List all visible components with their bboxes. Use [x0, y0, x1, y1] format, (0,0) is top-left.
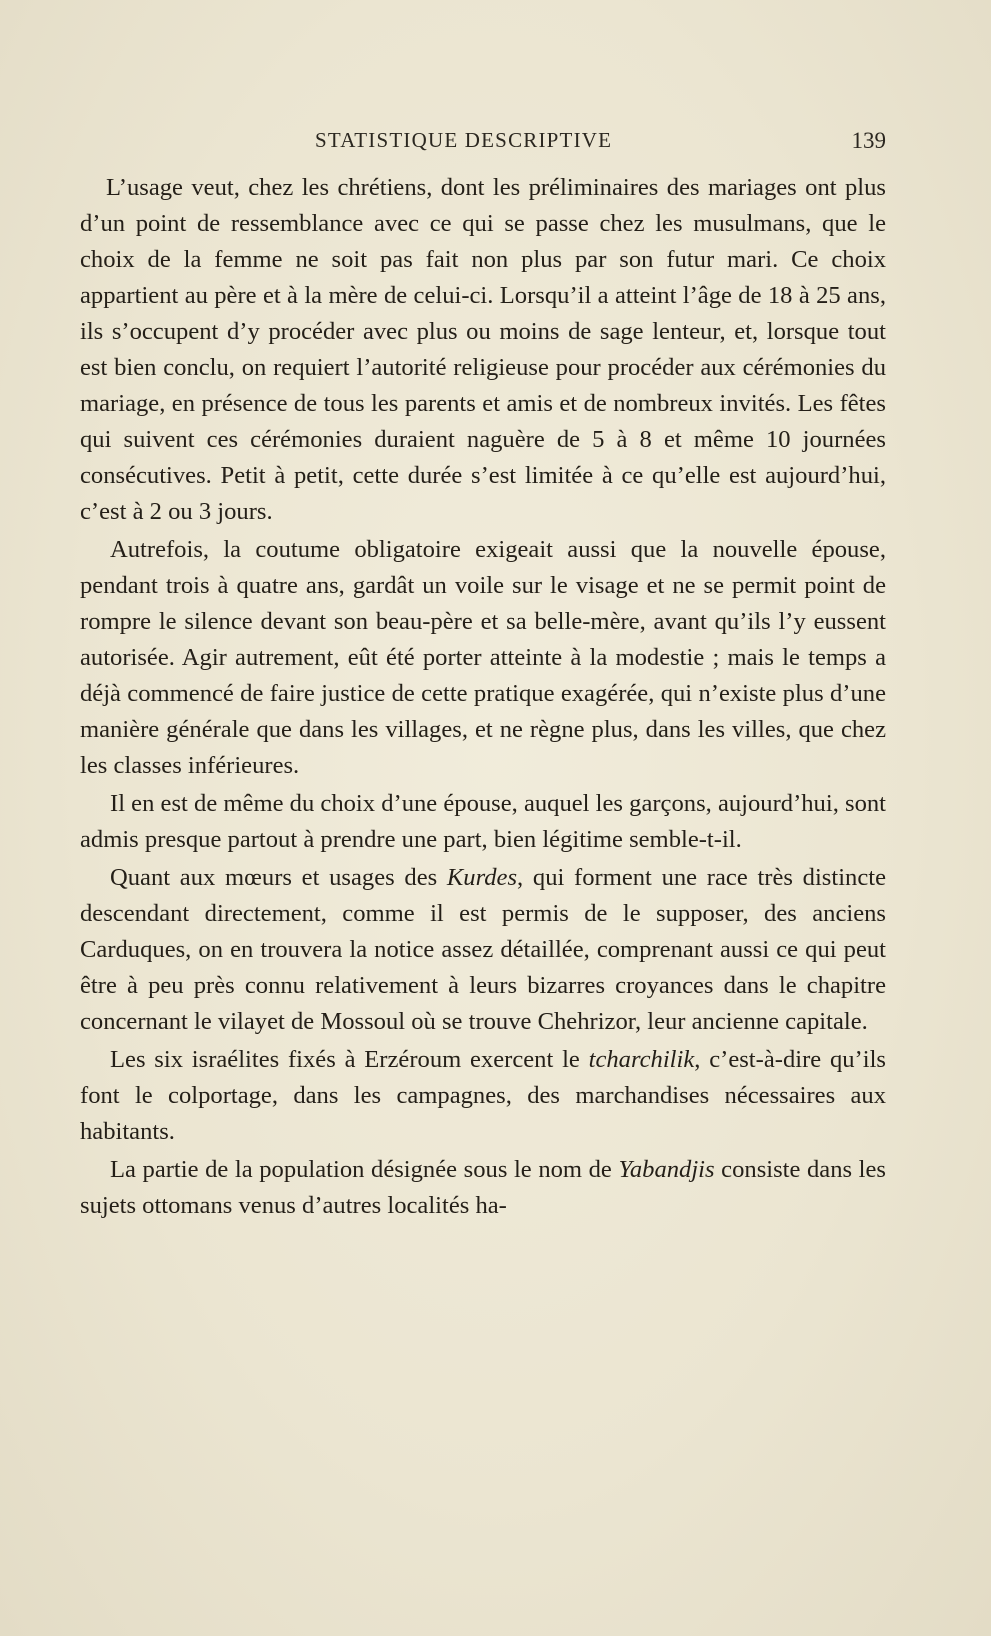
paragraph-marriage-customs: L’usage veut, chez les chrétiens, dont les préliminaires des mariages ont plus d’un point de ressemblance avec ce qui se passe chez les musulmans, que le choix de la femme ne soit pas fait non plus par son futur mari. Ce choix appartient au père et à la mère de celui-ci. Lorsqu’il a atteint l’âge de 18 à 25 ans, ils s’occupent d’y procéder avec plus ou moins de sage lenteur, et, lorsque tout est bien conclu, on requiert l’autorité religieuse pour procéder aux cérémonies du mariage, en présence de tous les parents et amis et de nombreux invités. Les fêtes qui suivent ces cérémonies duraient naguère de 5 à 8 et même 10 journées consécutives. Petit à petit, cette durée s’est limitée à ce qu’elle est aujourd’hui, c’est à 2 ou 3 jours. — [80, 174, 886, 525]
page-header — [80, 124, 886, 158]
paragraph-bride-veil: Autrefois, la coutume obligatoire exigeait aussi que la nouvelle épouse, pendant trois à quatre ans, gardât un voile sur le visage et ne se permit point de rompre le silence devant son beau-père et sa belle-mère, avant qu’ils l’y eussent autorisée. Agir autrement, eût été porter atteinte à la modestie ; mais le temps a déjà commencé de faire justice de cette pratique exagérée, qui n’existe plus d’une manière générale que dans les villages, et ne règne plus, dans les villes, que chez les classes inférieures. — [80, 536, 886, 779]
paragraph-yabandjis-start: La partie de la population désignée sous le nom de — [110, 1156, 619, 1183]
page-number: 139 — [851, 128, 886, 153]
italic-term-kurdes: Kurdes — [446, 864, 518, 891]
paragraph-israelites-start: Les six israélites fixés à Erzéroum exercent le — [110, 1046, 589, 1073]
paragraph-yabandjis-end: consiste dans les sujets ottomans venus d’autres localités ha- — [80, 1156, 886, 1219]
paragraph-kurds-end: , qui forment une race très distincte descendant directement, comme il est permis de le supposer, des anciens Carduques, on en trouvera la notice assez détaillée, comprenant aussi ce qui peut être à peu près connu relativement à leurs bizarres croyances dans le chapitre concernant le vilayet de Mossoul où se trouve Chehrizor, leur ancienne capitale. — [80, 864, 886, 1035]
body-text — [80, 170, 886, 1226]
paragraph-yabandjis — [80, 1152, 886, 1224]
running-title: STATISTIQUE DESCRIPTIVE — [315, 128, 613, 152]
paragraph-kurds — [80, 860, 886, 1040]
italic-term-yabandjis: Yabandjis — [618, 1156, 715, 1183]
paragraph-israelites-end: , c’est-à-dire qu’ils font le colportage, dans les campagnes, des marchandises nécessaires aux habitants. — [80, 1046, 886, 1145]
paragraph-israelites — [80, 1042, 886, 1150]
paragraph-choice-of-wife: Il en est de même du choix d’une épouse, auquel les garçons, aujourd’hui, sont admis presque partout à prendre une part, bien légitime semble-t-il. — [80, 790, 886, 853]
paragraph-kurds-start: Quant aux mœurs et usages des — [110, 864, 447, 891]
italic-term-tcharchilik: tcharchilik — [588, 1046, 695, 1073]
